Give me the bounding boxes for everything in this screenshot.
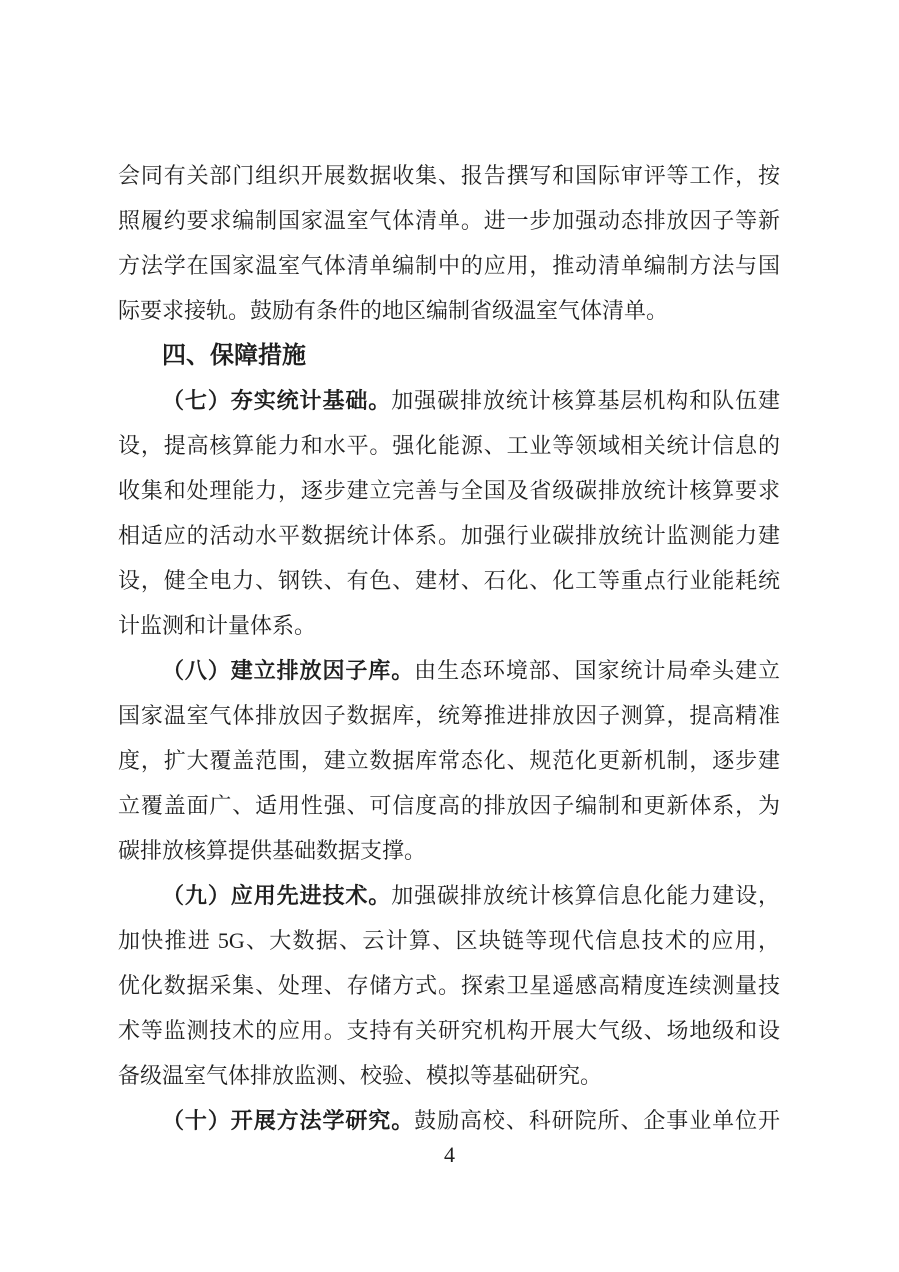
item-lead-rest: 加强碳排放统计核算基层机构和队伍建 bbox=[391, 388, 780, 413]
body-line: 国家温室气体排放因子数据库，统筹推进排放因子测算，提高精准 bbox=[118, 703, 780, 728]
page-number: 4 bbox=[444, 1142, 455, 1167]
item-lead: （九）应用先进技术。 bbox=[162, 883, 392, 908]
item-first-line bbox=[118, 648, 780, 693]
item-lead: （七）夯实统计基础。 bbox=[162, 388, 392, 413]
section-heading: 四、保障措施 bbox=[162, 342, 306, 369]
item-first-line bbox=[118, 378, 780, 423]
body-line: 会同有关部门组织开展数据收集、报告撰写和国际审评等工作，按 bbox=[118, 163, 780, 188]
body-line: 设，健全电力、钢铁、有色、建材、石化、化工等重点行业能耗统 bbox=[118, 568, 780, 593]
body-line: 方法学在国家温室气体清单编制中的应用，推动清单编制方法与国 bbox=[118, 253, 780, 278]
body-line: 设，提高核算能力和水平。强化能源、工业等领域相关统计信息的 bbox=[118, 433, 780, 458]
body-line: 计监测和计量体系。 bbox=[118, 613, 317, 638]
body-line: 度，扩大覆盖范围，建立数据库常态化、规范化更新机制，逐步建 bbox=[118, 748, 780, 773]
body-line: 收集和处理能力，逐步建立完善与全国及省级碳排放统计核算要求 bbox=[118, 478, 780, 503]
item-lead-rest: 由生态环境部、国家统计局牵头建立 bbox=[414, 658, 780, 683]
body-line: 术等监测技术的应用。支持有关研究机构开展大气级、场地级和设 bbox=[118, 1018, 780, 1043]
body-line: 相适应的活动水平数据统计体系。加强行业碳排放统计监测能力建 bbox=[118, 523, 780, 548]
body-line: 优化数据采集、处理、存储方式。探索卫星遥感高精度连续测量技 bbox=[118, 973, 780, 998]
item-lead-rest: 加强碳排放统计核算信息化能力建设， bbox=[391, 883, 780, 908]
item-lead: （十）开展方法学研究。 bbox=[162, 1108, 415, 1133]
text-block bbox=[118, 153, 780, 1143]
body-line: 碳排放核算提供基础数据支撑。 bbox=[118, 838, 427, 863]
body-line: 照履约要求编制国家温室气体清单。进一步加强动态排放因子等新 bbox=[118, 208, 780, 233]
body-line: 加快推进 5G、大数据、云计算、区块链等现代信息技术的应用， bbox=[118, 928, 780, 953]
body-line: 立覆盖面广、适用性强、可信度高的排放因子编制和更新体系，为 bbox=[118, 793, 780, 818]
body-line: 际要求接轨。鼓励有条件的地区编制省级温室气体清单。 bbox=[118, 298, 669, 323]
item-first-line bbox=[118, 873, 780, 918]
item-lead-rest: 鼓励高校、科研院所、企事业单位开 bbox=[414, 1108, 780, 1133]
body-line: 备级温室气体排放监测、校验、模拟等基础研究。 bbox=[118, 1063, 603, 1088]
item-lead: （八）建立排放因子库。 bbox=[162, 658, 415, 683]
